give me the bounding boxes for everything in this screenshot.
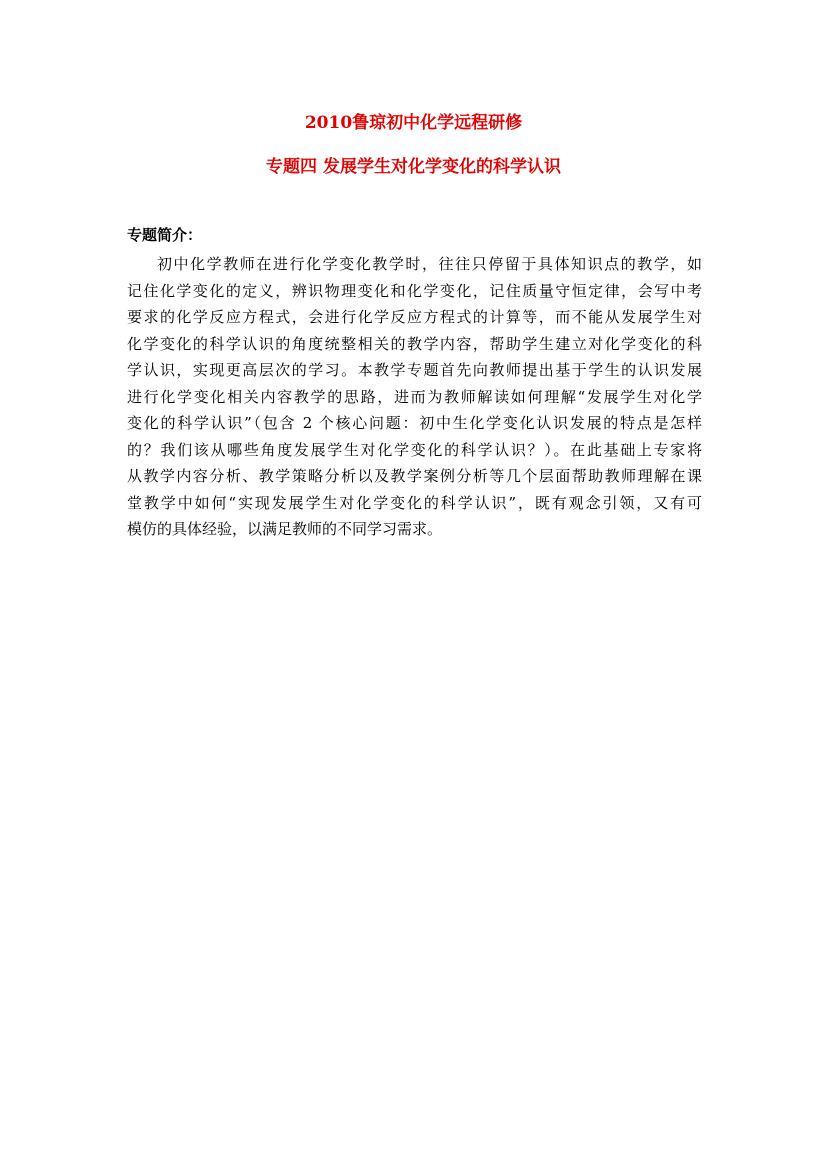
paragraph-line: 的？我们该从哪些角度发展学生对化学变化的科学认识？）。在此基础上专家将 [127, 440, 702, 459]
paragraph-line: 要求的化学反应方程式，会进行化学反应方程式的计算等，而不能从发展学生对 [127, 308, 702, 326]
paragraph-line: 模仿的具体经验，以满足教师的不同学习需求。 [127, 520, 443, 538]
document-title: 2010鲁琼初中化学远程研修 [304, 113, 523, 133]
paragraph-line: 学认识，实现更高层次的学习。本教学专题首先向教师提出基于学生的认识发展 [127, 361, 702, 379]
paragraph-line: 变化的科学认识”（包含 2 个核心问题：初中生化学变化认识发展的特点是怎样 [127, 414, 702, 432]
document-subtitle: 专题四 发展学生对化学变化的科学认识 [266, 157, 561, 177]
paragraph-line: 初中化学教师在进行化学变化教学时，往往只停留于具体知识点的教学，如 [157, 255, 702, 273]
paragraph-line: 堂教学中如何“实现发展学生对化学变化的科学认识”，既有观念引领，又有可 [127, 493, 702, 512]
paragraph-line: 进行化学变化相关内容教学的思路，进而为教师解读如何理解“发展学生对化学 [127, 387, 702, 406]
section-label-intro: 专题简介： [127, 226, 203, 244]
paragraph-line: 化学变化的科学认识的角度统整相关的教学内容，帮助学生建立对化学变化的科 [127, 334, 702, 353]
paragraph-line: 记住化学变化的定义，辨识物理变化和化学变化，记住质量守恒定律，会写中考 [127, 281, 702, 300]
paragraph-line: 从教学内容分析、教学策略分析以及教学案例分析等几个层面帮助教师理解在课 [127, 467, 702, 485]
intro-paragraph [127, 251, 702, 543]
